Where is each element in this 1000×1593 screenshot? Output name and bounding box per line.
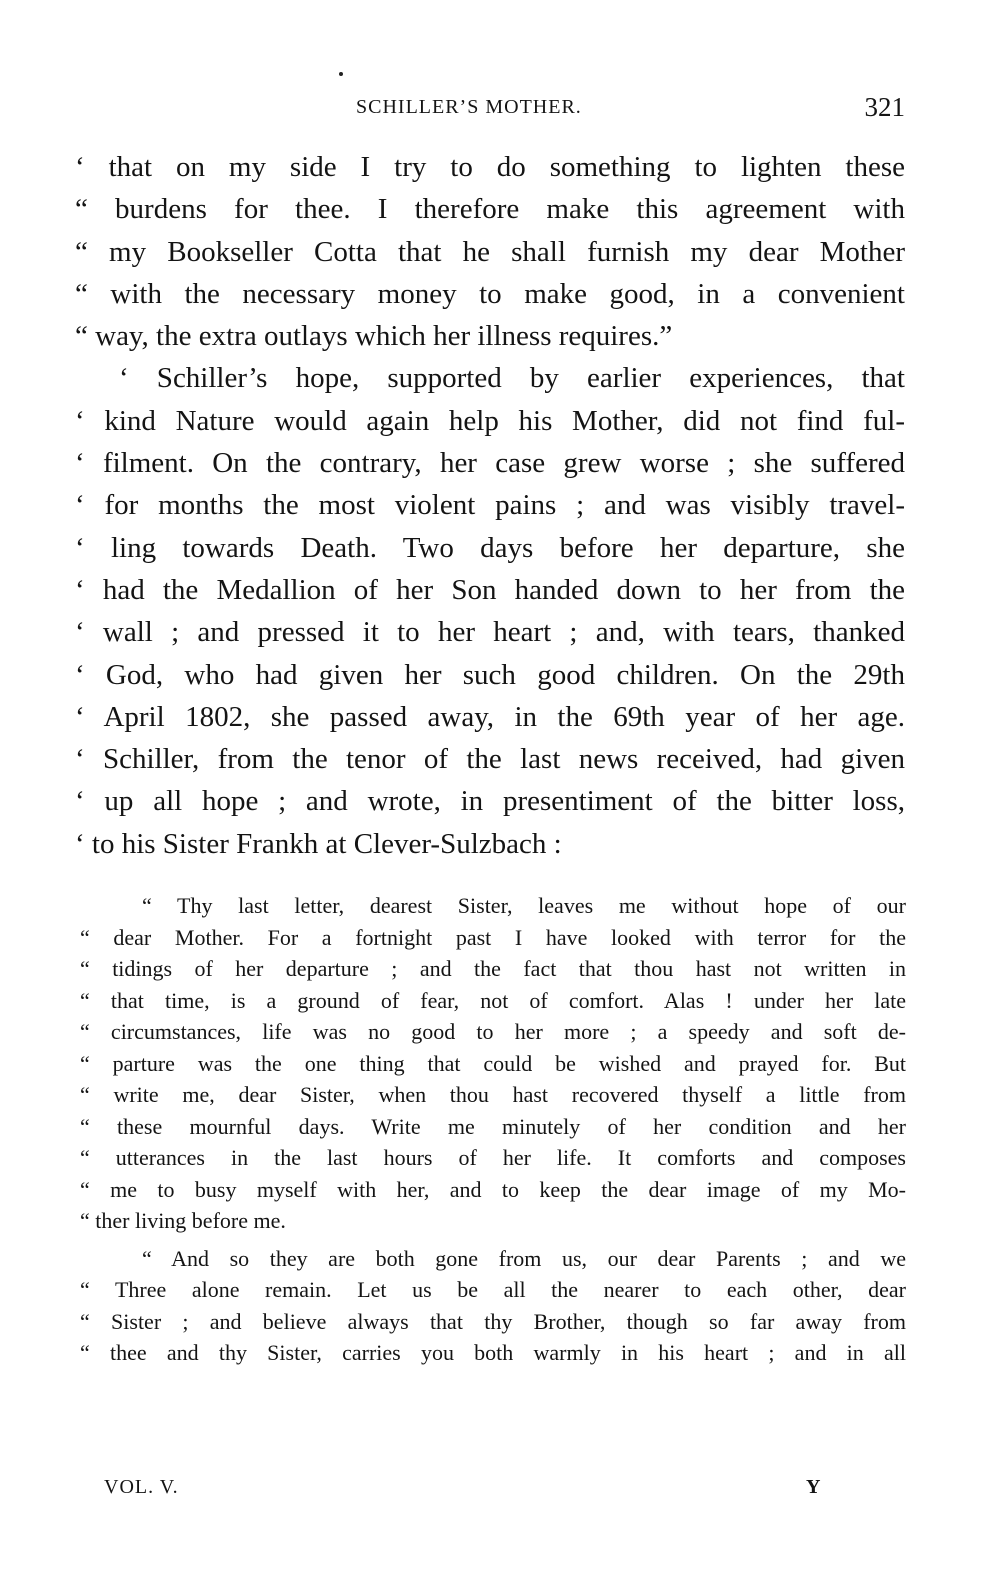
page-number: 321: [864, 92, 905, 122]
text-line: ‘ had the Medallion of her Son handed down to her from the: [75, 573, 905, 606]
text-line: ‘ Schiller, from the tenor of the last news received, had given: [75, 743, 905, 776]
running-head: [0, 92, 1000, 132]
letter-line: “ Sister ; and believe always that thy Brother, though so far away from: [80, 1308, 906, 1334]
letter-line: “ thee and thy Sister, carries you both warmly in his heart ; and in all: [80, 1340, 906, 1365]
text-line: “ burdens for thee. I therefore make this agreement with: [75, 193, 905, 226]
letter-line: “ tidings of her departure ; and the fact that thou hast not written in: [80, 956, 906, 981]
letter-line: “ circumstances, life was no good to her more ; a speedy and soft de-: [80, 1019, 906, 1044]
letter-line: “ And so they are both gone from us, our dear Parents ; and we: [142, 1245, 906, 1271]
letter-line: “ dear Mother. For a fortnight past I have looked with terror for the: [80, 924, 906, 950]
text-line: “ way, the extra outlays which her illness requires.”: [75, 320, 673, 353]
letter-line: “ utterances in the last hours of her life. It comforts and composes: [80, 1145, 906, 1170]
letter-quotation: [80, 890, 906, 1369]
text-line: ‘ Schiller’s hope, supported by earlier experiences, that: [119, 362, 905, 395]
text-line: ‘ kind Nature would again help his Mother, did not find ful-: [75, 404, 905, 437]
letter-line: “ Three alone remain. Let us be all the nearer to each other, dear: [80, 1277, 906, 1302]
text-line: ‘ for months the most violent pains ; and was visibly travel-: [75, 489, 905, 522]
letter-line: “ me to busy myself with her, and to keep the dear image of my Mo-: [80, 1176, 906, 1202]
running-title: SCHILLER’S MOTHER.: [356, 96, 582, 118]
volume-label: VOL. V.: [104, 1476, 179, 1498]
letter-line: “ parture was the one thing that could be wished and prayed for. But: [80, 1050, 906, 1076]
main-text: [75, 146, 905, 865]
text-line: ‘ ling towards Death. Two days before her departure, she: [75, 531, 905, 564]
page-footer: [0, 1476, 1000, 1506]
text-line: ‘ filment. On the contrary, her case grew worse ; she suffered: [75, 447, 905, 480]
text-line: ‘ God, who had given her such good children. On the 29th: [75, 658, 905, 691]
letter-line: “ that time, is a ground of fear, not of comfort. Alas ! under her late: [80, 987, 906, 1013]
letter-line: “ these mournful days. Write me minutely of her condition and her: [80, 1113, 906, 1139]
signature-mark: Y: [806, 1476, 821, 1498]
text-line: ‘ up all hope ; and wrote, in presentiment of the bitter loss,: [75, 785, 905, 818]
text-line: ‘ wall ; and pressed it to her heart ; and, with tears, thanked: [75, 616, 905, 649]
text-line: ‘ to his Sister Frankh at Clever-Sulzbach :: [75, 827, 562, 860]
text-line: ‘ that on my side I try to do something to lighten these: [75, 151, 905, 183]
text-line: “ with the necessary money to make good, in a convenient: [75, 277, 905, 310]
text-line: ‘ April 1802, she passed away, in the 69th year of her age.: [75, 700, 905, 733]
letter-line: “ ther living before me.: [80, 1208, 286, 1233]
letter-line: “ write me, dear Sister, when thou hast recovered thyself a little from: [80, 1082, 906, 1107]
letter-line: “ Thy last letter, dearest Sister, leaves me without hope of our: [142, 893, 906, 918]
ink-speck: [339, 72, 343, 76]
text-line: “ my Bookseller Cotta that he shall furnish my dear Mother: [75, 235, 905, 268]
